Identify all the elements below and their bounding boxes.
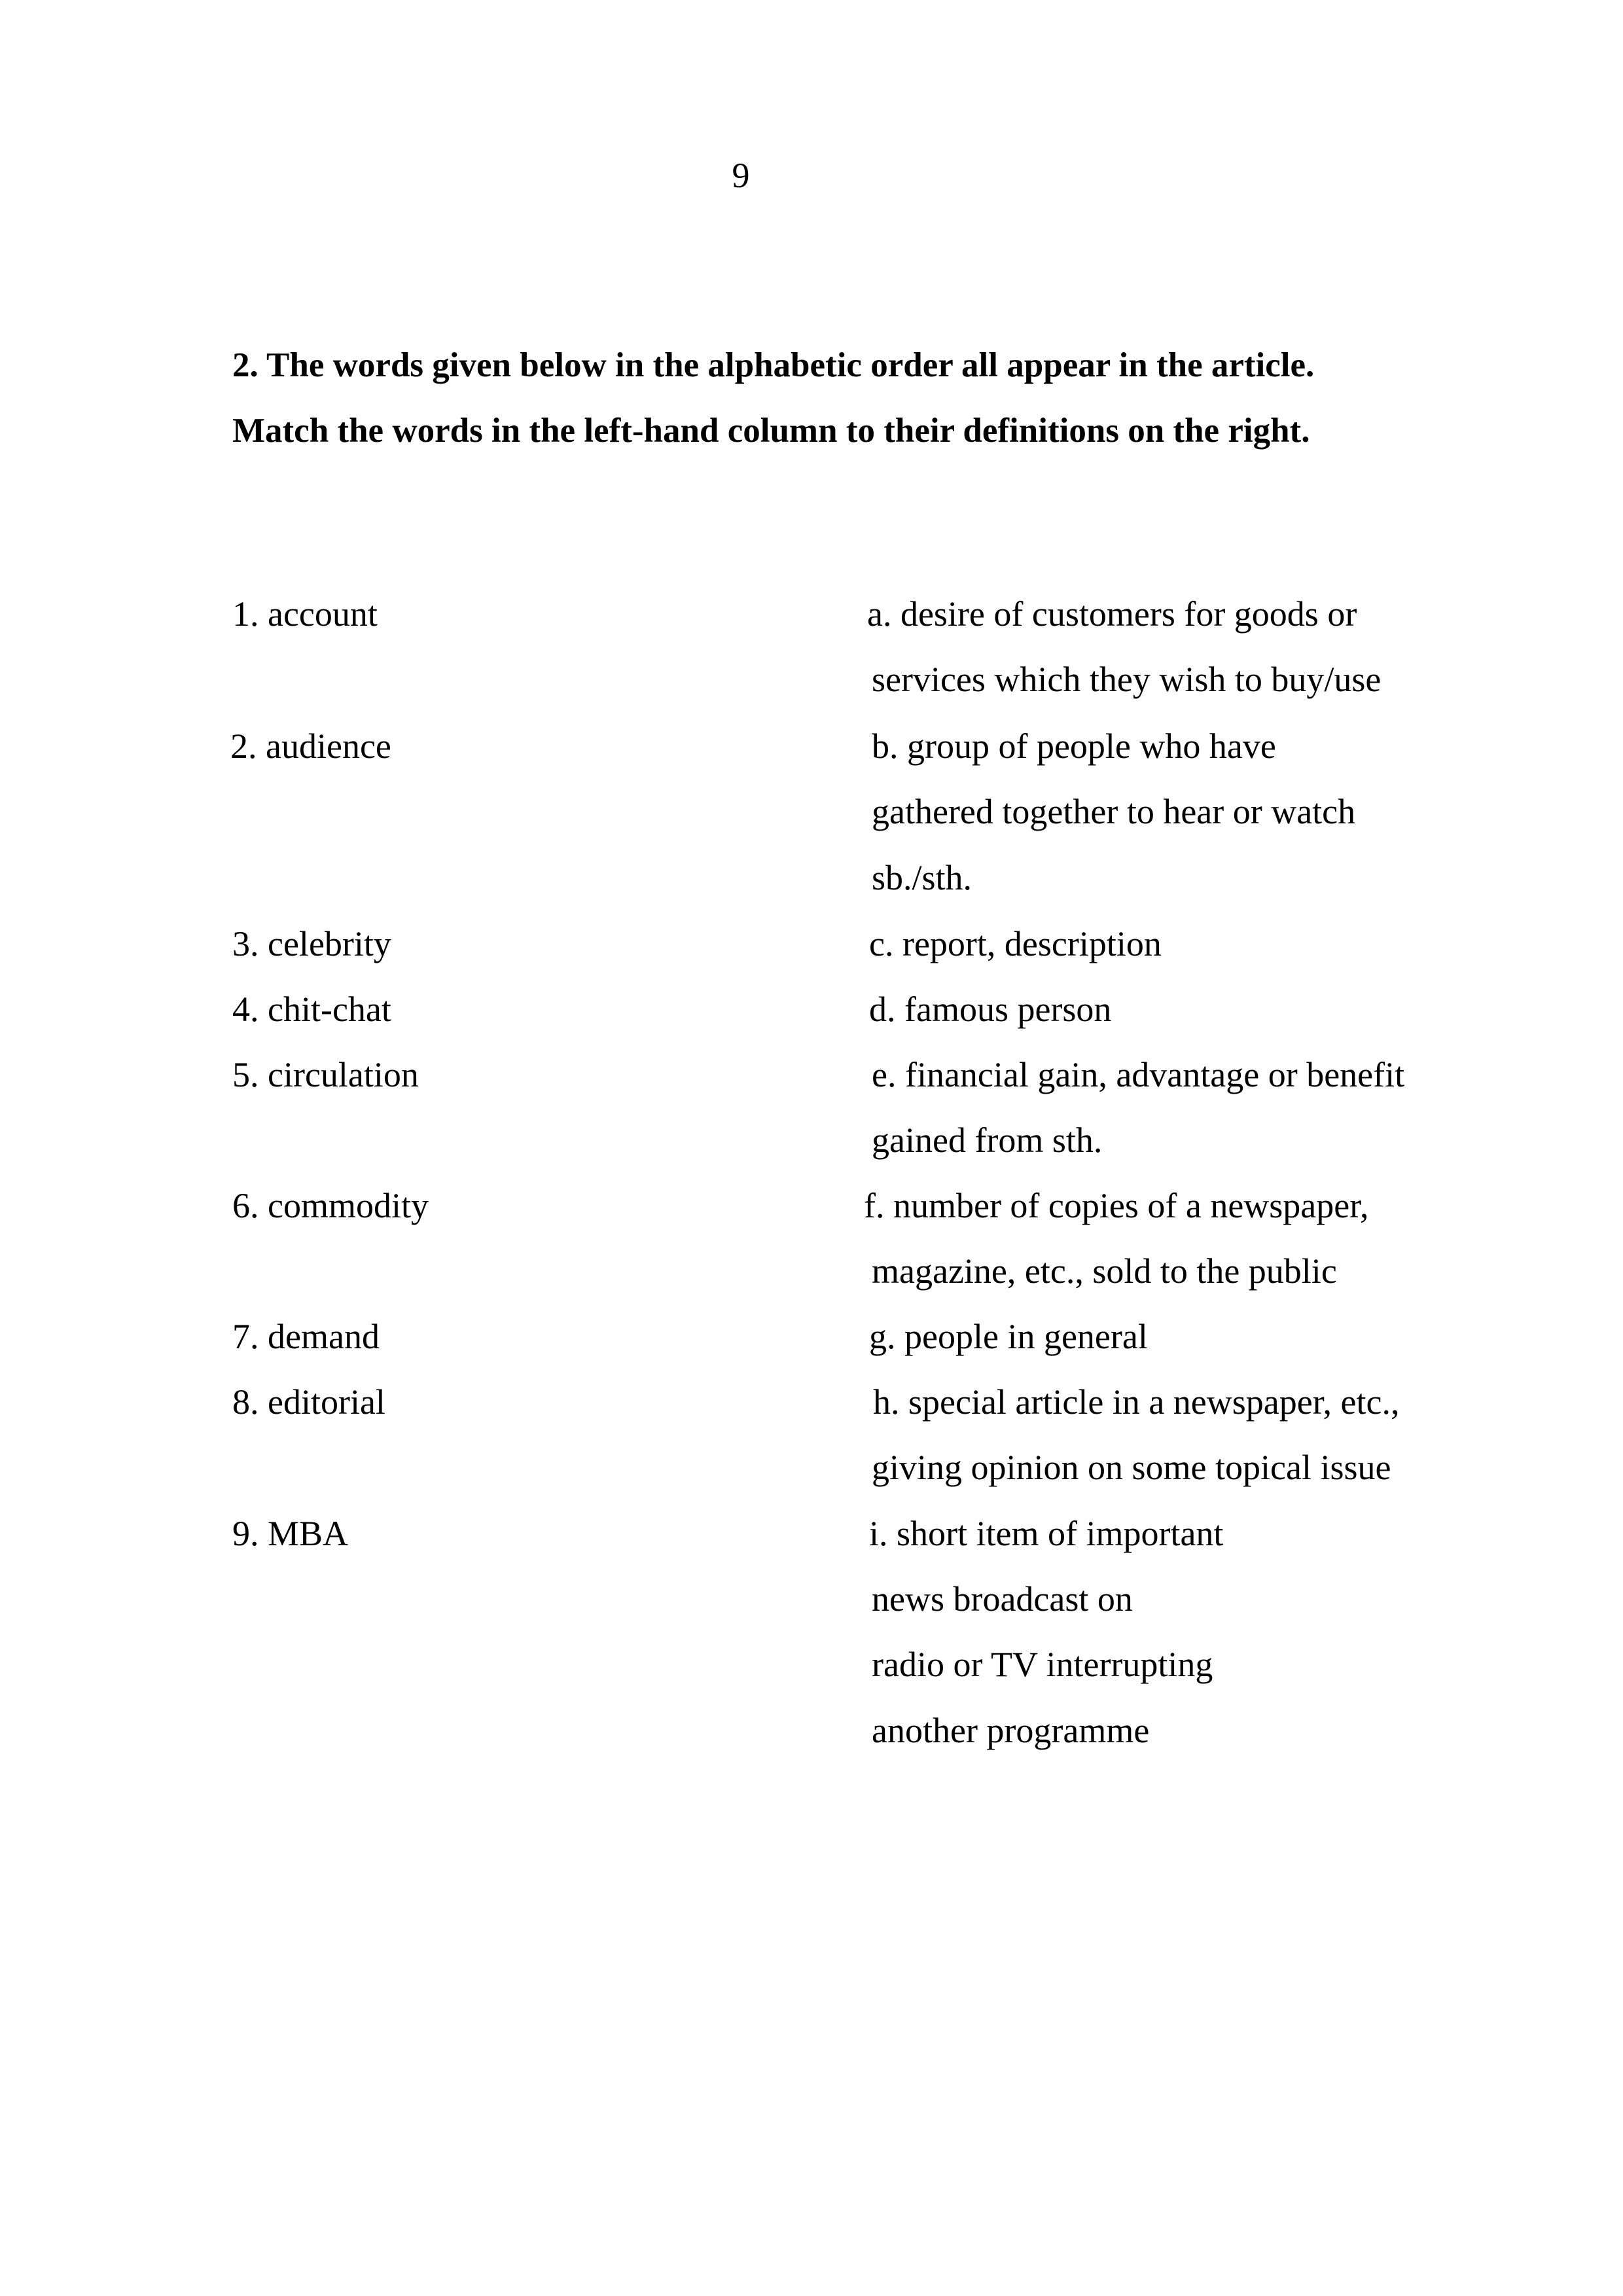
definition-line: a. desire of customers for goods or bbox=[867, 594, 1357, 634]
instructions-line: Match the words in the left-hand column to their definitions on the right. bbox=[232, 412, 1310, 450]
definition-line: f. number of copies of a newspaper, bbox=[864, 1186, 1369, 1225]
word-item: 2. audience bbox=[230, 726, 391, 766]
exercise-instructions bbox=[232, 332, 1508, 463]
definition-line: services which they wish to buy/use bbox=[872, 660, 1382, 699]
definition-line: giving opinion on some topical issue bbox=[872, 1448, 1391, 1487]
definition-line: radio or TV interrupting bbox=[872, 1645, 1213, 1684]
definition-line: magazine, etc., sold to the public bbox=[872, 1251, 1337, 1291]
word-item: 1. account bbox=[232, 594, 378, 634]
definition-line: b. group of people who have bbox=[872, 726, 1276, 766]
word-item: 5. circulation bbox=[232, 1055, 419, 1094]
definition-line: i. short item of important bbox=[869, 1514, 1224, 1553]
definition-line: h. special article in a newspaper, etc., bbox=[873, 1382, 1400, 1422]
definition-line: gathered together to hear or watch bbox=[872, 792, 1356, 831]
word-item: 3. celebrity bbox=[232, 924, 391, 963]
definition-line: sb./sth. bbox=[872, 858, 972, 897]
instructions-line: 2. The words given below in the alphabetic order all appear in the article. bbox=[232, 346, 1315, 384]
word-item: 8. editorial bbox=[232, 1382, 385, 1422]
word-item: 4. chit-chat bbox=[232, 990, 391, 1029]
definition-line: news broadcast on bbox=[872, 1579, 1133, 1619]
definition-line: gained from sth. bbox=[872, 1121, 1103, 1160]
word-item: 6. commodity bbox=[232, 1186, 429, 1225]
definition-line: another programme bbox=[872, 1711, 1150, 1750]
definition-line: e. financial gain, advantage or benefit bbox=[872, 1055, 1405, 1094]
word-item: 7. demand bbox=[232, 1317, 380, 1356]
page-number: 9 bbox=[732, 156, 750, 195]
definition-line: d. famous person bbox=[869, 990, 1112, 1029]
word-item: 9. MBA bbox=[232, 1514, 349, 1553]
definition-line: c. report, description bbox=[869, 924, 1162, 963]
definition-line: g. people in general bbox=[869, 1317, 1148, 1356]
